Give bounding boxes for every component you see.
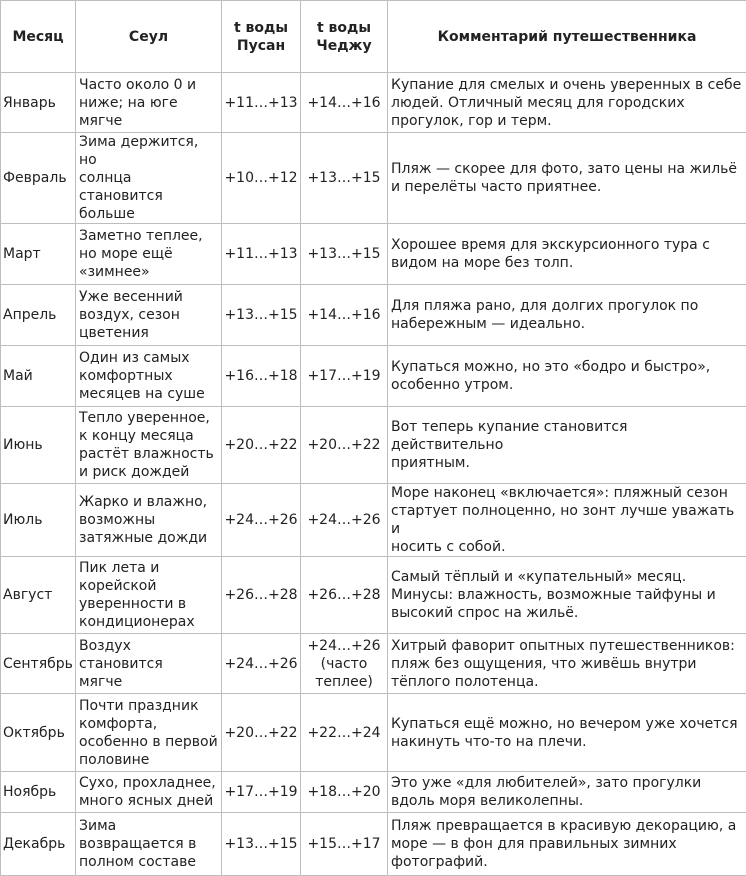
busan-cell: +13…+15 (222, 285, 301, 346)
seoul-cell-line: Зима (79, 818, 116, 834)
comment-cell-line: вдоль моря великолепны. (391, 793, 583, 809)
seoul-cell-line: к концу месяца (79, 428, 194, 444)
header-busan-line: Пусан (237, 38, 285, 54)
comment-cell-line: носить с собой. (391, 539, 506, 555)
jeju-cell (301, 346, 388, 407)
comment-cell-line: Для пляжа рано, для долгих прогулок по (391, 298, 698, 314)
jeju-cell (301, 224, 388, 285)
jeju-cell-line: +22…+24 (307, 725, 380, 741)
jeju-cell-line: +15…+17 (307, 836, 380, 852)
month-cell: Июль (1, 484, 76, 557)
comment-cell (388, 285, 746, 346)
comment-cell (388, 694, 746, 772)
jeju-cell (301, 634, 388, 694)
seoul-cell (76, 133, 222, 224)
seoul-cell-line: Зима держится, но (79, 134, 198, 168)
seoul-cell-line: половине (79, 752, 149, 768)
seoul-cell-line: мягче (79, 113, 122, 129)
jeju-cell (301, 557, 388, 634)
comment-cell-line: море — в фон для правильных зимних (391, 836, 677, 852)
jeju-cell-line: теплее) (315, 674, 373, 690)
jeju-cell (301, 484, 388, 557)
comment-cell-line: Пляж — скорее для фото, зато цены на жильё (391, 161, 737, 177)
month-cell: Сентябрь (1, 634, 76, 694)
seoul-cell-line: Один из самых (79, 350, 190, 366)
comment-cell-line: и перелёты часто приятнее. (391, 179, 601, 195)
seoul-cell (76, 557, 222, 634)
seoul-cell-line: кондиционерах (79, 614, 195, 630)
seoul-cell (76, 407, 222, 484)
jeju-cell (301, 772, 388, 813)
jeju-cell (301, 285, 388, 346)
seoul-cell-line: полном составе (79, 854, 196, 870)
jeju-cell (301, 73, 388, 133)
seoul-cell-line: месяцев на суше (79, 386, 205, 402)
busan-cell: +17…+19 (222, 772, 301, 813)
seoul-cell-line: Уже весенний (79, 289, 183, 305)
comment-cell-line: Самый тёплый и «купательный» месяц. (391, 569, 686, 585)
seoul-cell-line: затяжные дожди (79, 530, 207, 546)
seoul-cell-line: больше (79, 206, 135, 222)
jeju-cell-line: +18…+20 (307, 784, 380, 800)
comment-cell-line: Купаться ещё можно, но вечером уже хочется (391, 716, 738, 732)
seoul-cell (76, 484, 222, 557)
seoul-cell (76, 73, 222, 133)
seoul-cell-line: особенно в первой (79, 734, 218, 750)
comment-cell-line: Купание для смелых и очень уверенных в себе (391, 77, 741, 93)
month-cell: Март (1, 224, 76, 285)
seoul-cell-line: комфортных (79, 368, 173, 384)
busan-cell: +11…+13 (222, 224, 301, 285)
comment-cell (388, 484, 746, 557)
table-row (1, 346, 746, 407)
seoul-cell-line: и риск дождей (79, 464, 189, 480)
busan-cell: +24…+26 (222, 634, 301, 694)
jeju-cell-line: +17…+19 (307, 368, 380, 384)
comment-cell-line: фотографий. (391, 854, 488, 870)
month-cell: Апрель (1, 285, 76, 346)
month-cell: Ноябрь (1, 772, 76, 813)
comment-cell (388, 224, 746, 285)
seoul-cell-line: Пик лета и (79, 560, 159, 576)
table-row (1, 694, 746, 772)
busan-cell: +16…+18 (222, 346, 301, 407)
comment-cell-line: Море наконец «включается»: пляжный сезон (391, 485, 728, 501)
comment-cell-line: прогулок, гор и терм. (391, 113, 552, 129)
month-cell: Октябрь (1, 694, 76, 772)
table-row (1, 557, 746, 634)
comment-cell-line: стартует полноценно, но зонт лучше уважать и (391, 503, 734, 537)
comment-cell-line: Хорошее время для экскурсионного тура с (391, 237, 710, 253)
seoul-cell-line: Часто около 0 и (79, 77, 196, 93)
seoul-cell-line: воздух, сезон (79, 307, 180, 323)
table-row (1, 484, 746, 557)
header-comment: Комментарий путешественника (388, 1, 746, 73)
comment-cell (388, 346, 746, 407)
comment-cell-line: видом на море без толп. (391, 255, 573, 271)
header-busan-line: t воды (234, 20, 288, 36)
comment-cell-line: Пляж превращается в красивую декорацию, а (391, 818, 736, 834)
seoul-cell-line: Тепло уверенное, (79, 410, 210, 426)
table-row (1, 133, 746, 224)
seoul-cell (76, 813, 222, 876)
seoul-cell (76, 772, 222, 813)
table-header-row (1, 1, 746, 73)
comment-cell (388, 634, 746, 694)
month-cell: Август (1, 557, 76, 634)
table-row (1, 813, 746, 876)
header-month: Месяц (1, 1, 76, 73)
seoul-cell-line: растёт влажность (79, 446, 214, 462)
seoul-cell-line: мягче (79, 674, 122, 690)
month-cell: Январь (1, 73, 76, 133)
seoul-cell-line: Почти праздник (79, 698, 199, 714)
seoul-cell-line: ниже; на юге (79, 95, 178, 111)
seoul-cell-line: корейской (79, 578, 156, 594)
month-cell: Май (1, 346, 76, 407)
comment-cell-line: Минусы: влажность, возможные тайфуны и (391, 587, 716, 603)
comment-cell-line: приятным. (391, 455, 470, 471)
seoul-cell (76, 285, 222, 346)
comment-cell-line: Купаться можно, но это «бодро и быстро», (391, 359, 710, 375)
comment-cell (388, 557, 746, 634)
busan-cell: +20…+22 (222, 407, 301, 484)
busan-cell: +13…+15 (222, 813, 301, 876)
comment-cell (388, 813, 746, 876)
header-jeju-line: Чеджу (316, 38, 371, 54)
jeju-cell-line: (часто (321, 656, 368, 672)
comment-cell-line: тёплого полотенца. (391, 674, 539, 690)
jeju-cell-line: +20…+22 (307, 437, 380, 453)
jeju-cell-line: +13…+15 (307, 246, 380, 262)
jeju-cell-line: +24…+26 (307, 638, 380, 654)
month-cell: Февраль (1, 133, 76, 224)
seoul-cell-line: Жарко и влажно, (79, 494, 207, 510)
seoul-cell (76, 224, 222, 285)
table-row (1, 285, 746, 346)
busan-cell: +20…+22 (222, 694, 301, 772)
seoul-cell-line: Сухо, прохладнее, (79, 775, 216, 791)
comment-cell-line: особенно утром. (391, 377, 513, 393)
month-cell: Июнь (1, 407, 76, 484)
seoul-cell-line: уверенности в (79, 596, 186, 612)
seoul-cell-line: Воздух становится (79, 638, 163, 672)
seoul-cell-line: много ясных дней (79, 793, 213, 809)
busan-cell: +26…+28 (222, 557, 301, 634)
table-body (1, 73, 746, 876)
busan-cell: +10…+12 (222, 133, 301, 224)
jeju-cell-line: +14…+16 (307, 307, 380, 323)
seoul-cell-line: но море ещё (79, 246, 173, 262)
comment-cell-line: пляж без ощущения, что живёшь внутри (391, 656, 697, 672)
jeju-cell-line: +13…+15 (307, 170, 380, 186)
jeju-cell (301, 694, 388, 772)
jeju-cell (301, 407, 388, 484)
seoul-cell (76, 346, 222, 407)
comment-cell-line: набережным — идеально. (391, 316, 585, 332)
seoul-cell-line: возможны (79, 512, 155, 528)
comment-cell-line: Вот теперь купание становится действительно (391, 419, 627, 453)
comment-cell-line: накинуть что-то на плечи. (391, 734, 587, 750)
seoul-cell-line: солнца становится (79, 170, 163, 204)
table-row (1, 634, 746, 694)
table-row (1, 73, 746, 133)
comment-cell (388, 772, 746, 813)
jeju-cell-line: +24…+26 (307, 512, 380, 528)
comment-cell-line: Хитрый фаворит опытных путешественников: (391, 638, 735, 654)
busan-cell: +11…+13 (222, 73, 301, 133)
table-row (1, 224, 746, 285)
header-jeju-line: t воды (317, 20, 371, 36)
seoul-cell (76, 634, 222, 694)
table-row (1, 772, 746, 813)
seoul-cell-line: комфорта, (79, 716, 157, 732)
header-jeju (301, 1, 388, 73)
comment-cell (388, 133, 746, 224)
comment-cell (388, 407, 746, 484)
jeju-cell (301, 813, 388, 876)
comment-cell (388, 73, 746, 133)
month-cell: Декабрь (1, 813, 76, 876)
seoul-cell-line: «зимнее» (79, 264, 150, 280)
jeju-cell-line: +14…+16 (307, 95, 380, 111)
header-busan (222, 1, 301, 73)
comment-cell-line: людей. Отличный месяц для городских (391, 95, 685, 111)
header-seoul: Сеул (76, 1, 222, 73)
table-row (1, 407, 746, 484)
seoul-cell-line: Заметно теплее, (79, 228, 203, 244)
comment-cell-line: Это уже «для любителей», зато прогулки (391, 775, 701, 791)
busan-cell: +24…+26 (222, 484, 301, 557)
jeju-cell-line: +26…+28 (307, 587, 380, 603)
seoul-cell (76, 694, 222, 772)
seoul-cell-line: цветения (79, 325, 149, 341)
seoul-cell-line: возвращается в (79, 836, 196, 852)
jeju-cell (301, 133, 388, 224)
comment-cell-line: высокий спрос на жильё. (391, 605, 578, 621)
